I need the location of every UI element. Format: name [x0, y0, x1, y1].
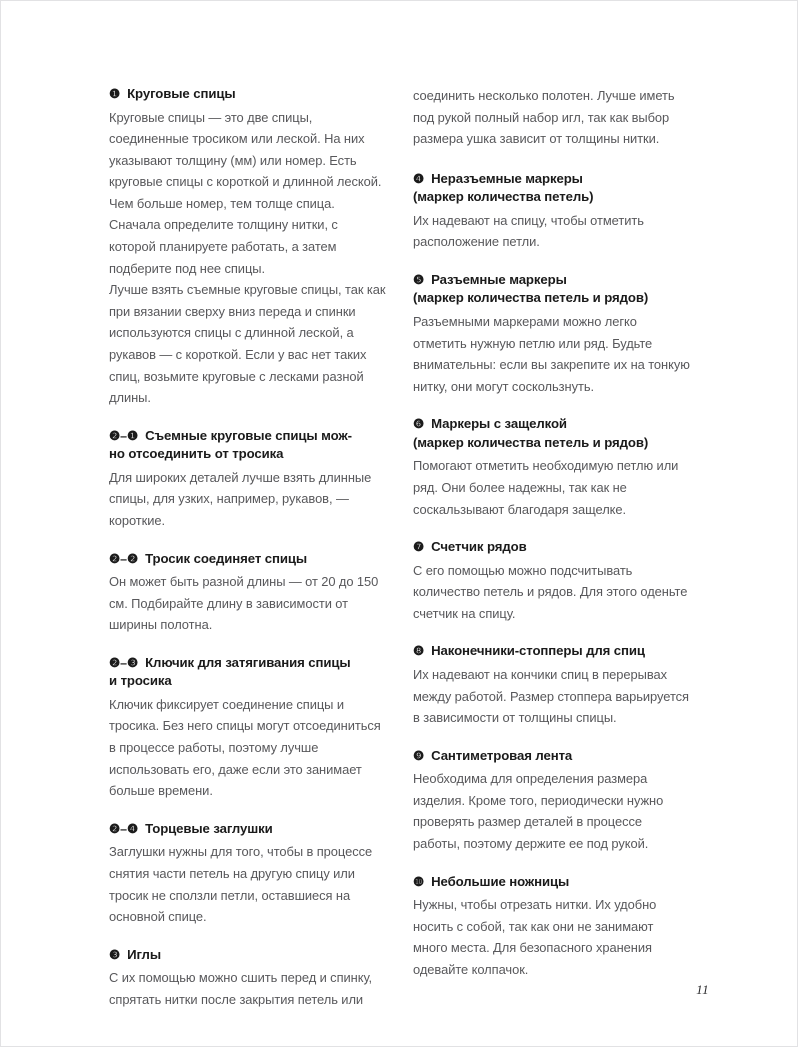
two-column-layout	[109, 85, 691, 1007]
text-column-left	[109, 85, 387, 1010]
section-heading-subline: (маркер количества петель и рядов)	[413, 434, 649, 450]
numbered-bullet-icon: ❽	[413, 644, 425, 659]
text-column-right	[413, 85, 691, 980]
section-heading-text: Круговые спицы	[127, 86, 236, 101]
section-heading-text: Тросик соединяет спицы	[145, 550, 308, 566]
numbered-bullet-icon: ❻	[413, 417, 425, 432]
section-heading-subline: но отсоединить от тросика	[109, 446, 284, 462]
section-heading	[413, 873, 691, 892]
body-paragraph: Для широких деталей лучше взять длинные спицы, для узких, например, рукавов, — короткие.	[109, 469, 372, 528]
section-heading-text: Наконечники-стопперы для спиц	[431, 643, 645, 659]
section-heading-text: Небольшие ножницы	[431, 873, 570, 889]
body-paragraph: Круговые спицы — это две спицы, соединенные тросиком или леской. На них указывают толщину (мм) или номер. Есть круговые спицы с короткой и длинной леской. Чем больше номер, тем толще спица. Сначала определите толщину нитки, с которой планируете работать, а затем подберите под нее спицы.	[109, 109, 382, 276]
section-heading	[109, 820, 387, 839]
body-paragraph: Их надевают на спицу, чтобы отметить расположение петли.	[413, 212, 644, 250]
content-section	[413, 538, 691, 624]
numbered-bullet-icon: ❼	[413, 540, 425, 555]
body-paragraph: Нужны, чтобы отрезать нитки. Их удобно носить с собой, так как они не занимают много места. Для безопасного хранения одевайте колпачок.	[413, 897, 657, 977]
section-heading	[413, 170, 691, 207]
page-number: 11	[696, 982, 709, 997]
numbered-bullet-icon: ❷–❹	[109, 821, 139, 836]
section-heading	[413, 747, 691, 766]
content-section	[413, 642, 691, 728]
section-heading	[109, 654, 387, 691]
body-paragraph: С их помощью можно сшить перед и спинку, спрятать нитки после закрытия петель или	[109, 970, 373, 1007]
numbered-bullet-icon: ❿	[413, 874, 425, 889]
body-paragraph: Он может быть разной длины — от 20 до 150 см. Подбирайте длину в зависимости от ширины полотна.	[109, 574, 379, 633]
content-section	[413, 747, 691, 855]
section-heading-subline: и тросика	[109, 673, 172, 689]
body-paragraph: С его помощью можно подсчитывать количество петель и рядов. Для этого оденьте счетчик на спицу.	[413, 562, 688, 621]
section-heading	[413, 415, 691, 452]
body-paragraph: Их надевают на кончики спиц в перерывах между работой. Размер стоппера варьируется в зависимости от толщины спицы.	[413, 666, 689, 726]
content-section	[413, 170, 691, 253]
body-paragraph: Необходима для определения размера изделия. Кроме того, периодически нужно проверять размер деталей в процессе работы, поэтому держите ее под рукой.	[413, 771, 664, 851]
content-section	[413, 271, 691, 397]
content-section	[109, 550, 387, 636]
body-paragraph: Заглушки нужны для того, чтобы в процессе снятия части петель на другую спицу или тросик не сползли петли, оставшиеся на основной спице.	[109, 844, 373, 925]
section-heading	[413, 271, 691, 308]
section-heading	[413, 642, 691, 661]
content-section	[109, 946, 387, 1011]
section-heading-text: Иглы	[127, 946, 161, 962]
section-heading-text: Ключик для затягивания спицы	[145, 654, 351, 670]
section-heading-text: Разъемные маркеры	[431, 271, 567, 287]
section-heading-text: Сантиметровая лента	[431, 747, 573, 763]
body-paragraph: соединить несколько полотен. Лучше иметь под рукой полный набор игл, так как выбор размера ушка зависит от толщины нитки.	[413, 88, 675, 147]
section-heading-text: Торцевые заглушки	[145, 820, 273, 836]
numbered-bullet-icon: ❷–❸	[109, 655, 139, 670]
section-heading	[109, 85, 387, 104]
content-section	[413, 415, 691, 520]
section-heading-text: Маркеры с защелкой	[431, 416, 567, 432]
numbered-bullet-icon: ❹	[413, 171, 425, 186]
numbered-bullet-icon: ❸	[109, 947, 121, 962]
section-heading	[109, 550, 387, 569]
section-heading	[109, 427, 387, 464]
section-heading-subline: (маркер количества петель и рядов)	[413, 290, 649, 306]
continued-paragraph-section	[413, 85, 691, 150]
numbered-bullet-icon: ❾	[413, 748, 425, 763]
body-paragraph: Лучше взять съемные круговые спицы, так как при вязании сверху вниз переда и спинки используются спицы с длинной леской, а рукавов — с короткой. Если у вас нет таких спиц, возьмите круговые с лесками разной длины.	[109, 282, 386, 406]
body-paragraph: Помогают отметить необходимую петлю или ряд. Они более надежны, так как не соскальзывают благодаря защелке.	[413, 458, 679, 517]
numbered-bullet-icon: ❶	[109, 87, 121, 101]
section-heading-text: Счетчик рядов	[431, 539, 527, 555]
section-heading-subline: (маркер количества петель)	[413, 189, 594, 205]
body-paragraph: Разъемными маркерами можно легко отметить нужную петлю или ряд. Будьте внимательны: если вы закрепите их на тонкую нитку, они могут соскользнуть.	[413, 313, 690, 394]
numbered-bullet-icon: ❷–❷	[109, 551, 139, 566]
content-section	[109, 654, 387, 802]
content-section	[413, 873, 691, 981]
numbered-bullet-icon: ❺	[413, 272, 425, 287]
section-heading-text: Неразъемные маркеры	[431, 170, 583, 186]
section-heading	[109, 946, 387, 965]
content-section	[109, 85, 387, 409]
section-heading	[413, 538, 691, 557]
body-paragraph: Ключик фиксирует соединение спицы и тросика. Без него спицы могут отсоединиться в процессе работы, поэтому лучше использовать его, даже если это занимает больше времени.	[109, 696, 381, 799]
section-heading-text: Съемные круговые спицы мож-	[145, 427, 352, 443]
content-section	[109, 427, 387, 532]
numbered-bullet-icon: ❷–❶	[109, 428, 139, 443]
content-section	[109, 820, 387, 928]
